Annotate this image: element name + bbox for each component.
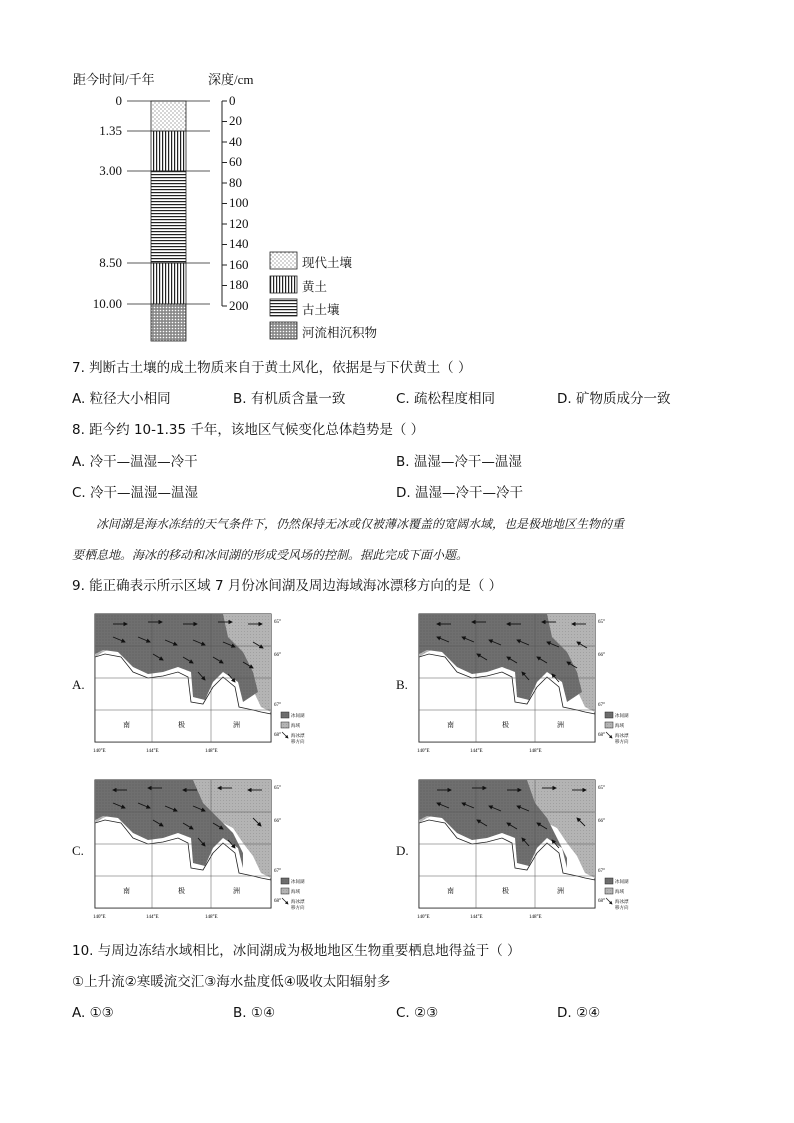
legend-label: 河流相沉积物 [302,326,378,340]
map-lat-label: 65° [274,620,281,625]
map-legend-label: 冰间湖 [615,713,629,718]
map-continent-char: 洲 [233,887,240,895]
map-legend-label: 海冰漂 [615,899,629,904]
depth-label: 100 [229,195,249,210]
q9-option-a[interactable]: A. [72,677,85,692]
map-legend-label: 海冰漂 [291,733,305,738]
map-lat-label: 68° [598,899,605,904]
q7-option-b[interactable]: B. 有机质含量一致 [233,391,346,407]
legend-swatch-fluvial [270,322,297,339]
map-continent-char: 南 [123,887,130,895]
time-axis-header: 距今时间/千年 [73,72,155,87]
depth-label: 120 [229,216,249,231]
time-label: 3.00 [99,163,122,178]
depth-label: 140 [229,236,249,251]
map-lat-label: 65° [274,786,281,791]
map-lat-label: 66° [274,653,281,658]
legend-label: 黄土 [302,280,328,294]
time-label: 8.50 [99,255,122,270]
layer-fluvial [151,304,186,341]
map-continent-char: 洲 [233,721,240,729]
map-lon-label: 140°E [93,749,106,754]
question-10-stem: 10. 与周边冻结水域相比，冰间湖成为极地地区生物重要栖息地得益于（ ） [72,943,521,959]
map-lon-label: 144°E [470,749,483,754]
question-7-stem: 7. 判断古土壤的成土物质来自于黄土风化，依据是与下伏黄土（ ） [72,360,472,376]
map-legend-label: 海域 [615,889,624,894]
q10-option-c[interactable]: C. ②③ [396,1005,439,1021]
map-lat-label: 66° [598,653,605,658]
map-legend-label: 冰间湖 [291,879,305,884]
depth-label: 60 [229,154,242,169]
map-legend-label: 移方向 [291,739,305,744]
depth-label: 80 [229,175,242,190]
q8-option-d[interactable]: D. 温湿—冷干—冷干 [396,485,523,501]
layer-paleosol [151,171,186,263]
question-10-choices: ①上升流②寒暖流交汇③海水盐度低④吸收太阳辐射多 [72,974,391,990]
map-lat-label: 68° [274,733,281,738]
map-continent-char: 南 [123,721,130,729]
map-lon-label: 148°E [205,915,218,920]
time-label: 1.35 [99,123,122,138]
layer-loess-lower [151,263,186,304]
map-d[interactable] [417,778,627,923]
map-lon-label: 140°E [417,915,430,920]
map-continent-char: 极 [502,887,509,895]
depth-label: 20 [229,113,242,128]
map-lon-label: 140°E [93,915,106,920]
map-lat-label: 67° [274,869,281,874]
map-lat-label: 67° [274,703,281,708]
depth-label: 40 [229,134,242,149]
map-continent-char: 极 [178,887,185,895]
legend-label: 现代土壤 [302,256,353,270]
map-lat-label: 66° [598,819,605,824]
map-lat-label: 67° [598,703,605,708]
map-legend-label: 冰间湖 [615,879,629,884]
map-legend-label: 海域 [291,889,300,894]
map-legend-label: 海冰漂 [615,733,629,738]
map-b[interactable] [417,612,627,757]
map-lon-label: 148°E [529,749,542,754]
map-lat-label: 68° [598,733,605,738]
map-legend-label: 冰间湖 [291,713,305,718]
map-lat-label: 66° [274,819,281,824]
q7-option-c[interactable]: C. 疏松程度相同 [396,391,496,407]
map-a[interactable] [93,612,303,757]
map-lat-label: 68° [274,899,281,904]
q8-option-b[interactable]: B. 温湿—冷干—温湿 [396,454,522,470]
q10-option-b[interactable]: B. ①④ [233,1005,276,1021]
passage-line-2: 要栖息地。海冰的移动和冰间湖的形成受风场的控制。据此完成下面小题。 [72,548,469,562]
legend-label: 古土壤 [302,303,340,317]
depth-label: 180 [229,277,249,292]
layer-modern-soil [151,101,186,131]
question-9-stem: 9. 能正确表示所示区域 7 月份冰间湖及周边海域海冰漂移方向的是（ ） [72,578,503,594]
map-lon-label: 140°E [417,749,430,754]
q9-option-c[interactable]: C. [72,843,84,858]
map-lat-label: 65° [598,786,605,791]
map-continent-char: 洲 [557,721,564,729]
legend-swatch-loess [270,276,297,293]
time-label: 10.00 [92,296,122,311]
depth-ticks [222,101,227,306]
legend-swatch-modern-soil [270,252,297,269]
map-lon-label: 144°E [470,915,483,920]
map-c[interactable] [93,778,303,923]
layer-loess-upper [151,131,186,171]
q9-option-d[interactable]: D. [396,843,409,858]
map-continent-char: 极 [178,721,185,729]
map-lat-label: 67° [598,869,605,874]
map-continent-char: 南 [447,721,454,729]
map-legend-label: 海域 [291,723,300,728]
q10-option-d[interactable]: D. ②④ [557,1005,601,1021]
depth-axis-header: 深度/cm [208,72,254,87]
map-continent-char: 南 [447,887,454,895]
map-lat-label: 65° [598,620,605,625]
passage-line-1: 冰间湖是海水冻结的天气条件下，仍然保持无冰或仅被薄冰覆盖的宽阔水域，也是极地地区生物的重 [96,517,625,531]
depth-label: 160 [229,257,249,272]
q7-option-a[interactable]: A. 粒径大小相同 [72,391,171,407]
map-continent-char: 洲 [557,887,564,895]
legend-swatch-paleosol [270,299,297,316]
q10-option-a[interactable]: A. ①③ [72,1005,114,1021]
map-legend-label: 移方向 [615,905,629,910]
depth-label: 200 [229,298,249,313]
map-legend-label: 海冰漂 [291,899,305,904]
map-legend-label: 移方向 [615,739,629,744]
map-lon-label: 144°E [146,749,159,754]
depth-label: 0 [229,93,236,108]
question-8-stem: 8. 距今约 10-1.35 千年，该地区气候变化总体趋势是（ ） [72,422,425,438]
time-label: 0 [115,93,122,108]
map-continent-char: 极 [502,721,509,729]
map-legend-label: 移方向 [291,905,305,910]
map-lon-label: 148°E [529,915,542,920]
q7-option-d[interactable]: D. 矿物质成分一致 [557,391,671,407]
q8-option-c[interactable]: C. 冷干—温湿—温湿 [72,485,199,501]
q8-option-a[interactable]: A. 冷干—温湿—冷干 [72,454,198,470]
map-legend-label: 海域 [615,723,624,728]
map-lon-label: 148°E [205,749,218,754]
map-lon-label: 144°E [146,915,159,920]
q9-option-b[interactable]: B. [396,677,408,692]
